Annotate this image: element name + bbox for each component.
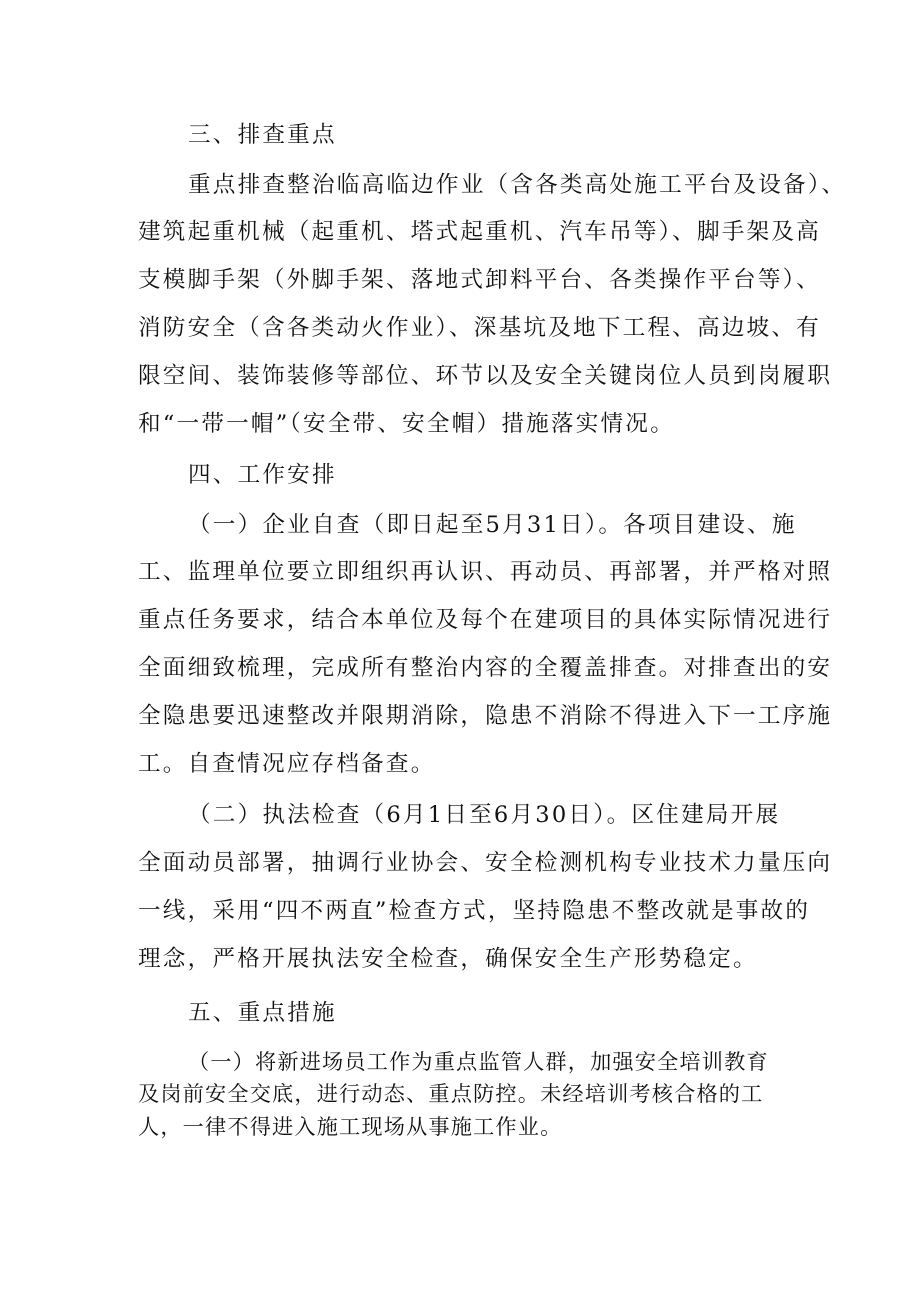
text-line: 及岗前安全交底，进行动态、重点防控。未经培训考核合格的工 bbox=[138, 1081, 764, 1106]
text-line: 和“一带一帽”（安全带、安全帽）措施落实情况。 bbox=[138, 411, 675, 437]
text-line: 工、监理单位要立即组织再认识、再动员、再部署，并严格对照 bbox=[138, 559, 833, 585]
section-heading-5: 五、重点措施 bbox=[188, 1000, 337, 1026]
text-line: 全面细致梳理，完成所有整治内容的全覆盖排查。对排查出的安 bbox=[138, 655, 833, 681]
text-line: 全面动员部署，抽调行业协会、安全检测机构专业技术力量压向 bbox=[138, 850, 833, 876]
text-line: 工。自查情况应存档备查。 bbox=[138, 751, 436, 777]
text-line: 重点任务要求，结合本单位及每个在建项目的具体实际情况进行 bbox=[138, 607, 833, 633]
text-line: （一）企业自查（即日起至5月31日）。各项目建设、施 bbox=[188, 512, 797, 538]
section-heading-4: 四、工作安排 bbox=[188, 462, 337, 488]
text-line: 重点排查整治临高临边作业（含各类高处施工平台及设备）、 bbox=[188, 172, 847, 198]
text-line: （一）将新进场员工作为重点监管人群，加强安全培训教育 bbox=[188, 1049, 769, 1074]
section-heading-3: 三、排查重点 bbox=[188, 122, 337, 148]
text-line: 人，一律不得进入施工现场从事施工作业。 bbox=[138, 1114, 563, 1139]
text-line: 支模脚手架（外脚手架、落地式卸料平台、各类操作平台等）、 bbox=[138, 267, 821, 293]
text-line: 全隐患要迅速整改并限期消除，隐患不消除不得进入下一工序施 bbox=[138, 703, 833, 729]
text-line: 限空间、装饰装修等部位、环节以及安全关键岗位人员到岗履职 bbox=[138, 363, 833, 389]
text-line: 理念，严格开展执法安全检查，确保安全生产形势稳定。 bbox=[138, 946, 758, 972]
text-line: （二）执法检查（6月1日至6月30日）。区住建局开展 bbox=[188, 802, 781, 828]
text-line: 消防安全（含各类动火作业）、深基坑及地下工程、高边坡、有 bbox=[138, 315, 821, 341]
text-line: 建筑起重机械（起重机、塔式起重机、汽车吊等）、脚手架及高 bbox=[138, 219, 821, 245]
text-line: 一线，采用“四不两直”检查方式，坚持隐患不整改就是事故的 bbox=[138, 898, 811, 924]
